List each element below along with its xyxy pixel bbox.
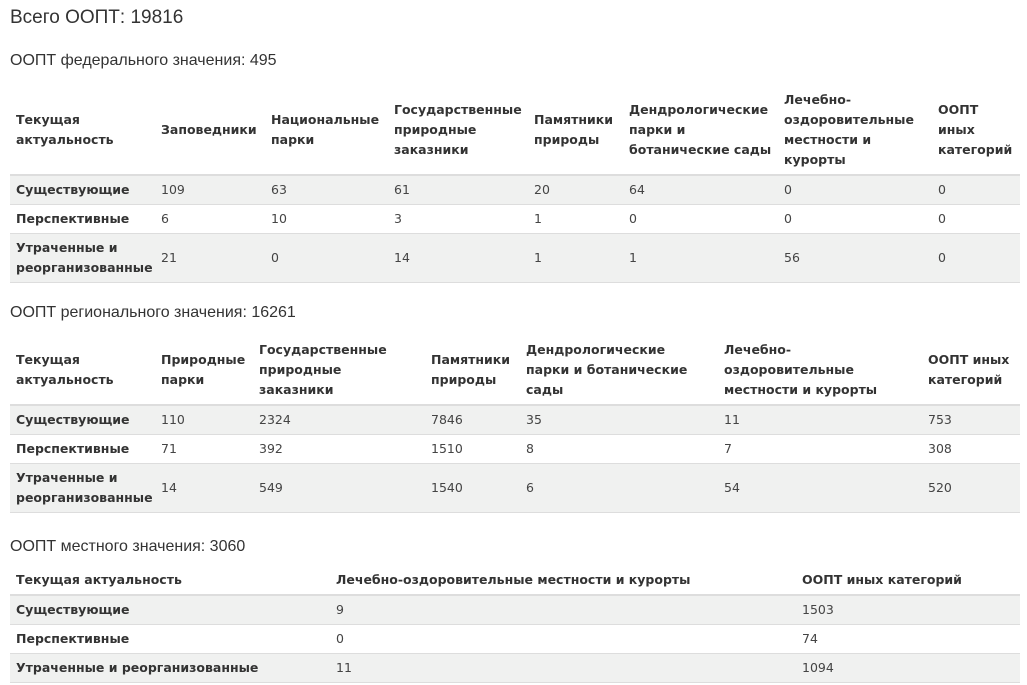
table-cell: 8	[520, 435, 718, 464]
federal-table	[10, 86, 1020, 283]
row-label: Утраченные и реорганизованные	[10, 464, 155, 513]
table-cell: 35	[520, 405, 718, 435]
column-header: Текущая актуальность	[10, 336, 155, 405]
table-cell: 1	[528, 234, 623, 283]
table-cell: 0	[778, 205, 932, 234]
table-cell: 71	[155, 435, 253, 464]
table-cell: 1510	[425, 435, 520, 464]
table-cell: 1	[528, 205, 623, 234]
table-cell: 14	[155, 464, 253, 513]
table-cell: 11	[718, 405, 922, 435]
row-label: Утраченные и реорганизованные	[10, 654, 330, 683]
column-header: Государственные природные заказники	[253, 336, 425, 405]
row-label: Перспективные	[10, 205, 155, 234]
table-cell: 2324	[253, 405, 425, 435]
column-header: Лечебно-оздоровительные местности и курорты	[718, 336, 922, 405]
column-header: Лечебно-оздоровительные местности и курорты	[330, 566, 796, 595]
table-cell: 0	[932, 234, 1020, 283]
table-cell: 110	[155, 405, 253, 435]
table-cell: 21	[155, 234, 265, 283]
column-header: Национальные парки	[265, 86, 388, 175]
column-header: Текущая актуальность	[10, 86, 155, 175]
row-label: Существующие	[10, 175, 155, 205]
column-header: ООПТ иных категорий	[796, 566, 1020, 595]
column-header: Памятники природы	[528, 86, 623, 175]
table-cell: 3	[388, 205, 528, 234]
table-cell: 1503	[796, 595, 1020, 625]
table-cell: 392	[253, 435, 425, 464]
local-heading: ООПТ местного значения: 3060	[10, 538, 246, 555]
table-cell: 520	[922, 464, 1020, 513]
column-header: Дендрологические парки и ботанические сады	[520, 336, 718, 405]
column-header: Дендрологические парки и ботанические сады	[623, 86, 778, 175]
table-cell: 6	[520, 464, 718, 513]
table-cell: 7846	[425, 405, 520, 435]
table-cell: 0	[623, 205, 778, 234]
table-cell: 109	[155, 175, 265, 205]
table-row	[10, 234, 1020, 283]
table-cell: 56	[778, 234, 932, 283]
table-cell: 61	[388, 175, 528, 205]
table-cell: 11	[330, 654, 796, 683]
table-cell: 0	[330, 625, 796, 654]
row-label: Перспективные	[10, 435, 155, 464]
regional-heading: ООПТ регионального значения: 16261	[10, 304, 296, 321]
row-label: Перспективные	[10, 625, 330, 654]
table-cell: 1540	[425, 464, 520, 513]
table-cell: 0	[265, 234, 388, 283]
table-row	[10, 435, 1020, 464]
table-row	[10, 405, 1020, 435]
total-heading: Всего ООПТ: 19816	[10, 7, 184, 28]
table-cell: 14	[388, 234, 528, 283]
table-cell: 549	[253, 464, 425, 513]
table-cell: 0	[778, 175, 932, 205]
table-cell: 753	[922, 405, 1020, 435]
column-header: Государственные природные заказники	[388, 86, 528, 175]
table-cell: 0	[932, 205, 1020, 234]
table-row	[10, 654, 1020, 683]
table-cell: 1	[623, 234, 778, 283]
table-cell: 74	[796, 625, 1020, 654]
table-cell: 7	[718, 435, 922, 464]
column-header: ООПТ иных категорий	[932, 86, 1020, 175]
column-header: Памятники природы	[425, 336, 520, 405]
table-row	[10, 595, 1020, 625]
column-header: Лечебно-оздоровительные местности и курорты	[778, 86, 932, 175]
table-cell: 308	[922, 435, 1020, 464]
table-cell: 10	[265, 205, 388, 234]
row-label: Существующие	[10, 405, 155, 435]
column-header: Текущая актуальность	[10, 566, 330, 595]
row-label: Утраченные и реорганизованные	[10, 234, 155, 283]
column-header: ООПТ иных категорий	[922, 336, 1020, 405]
table-cell: 0	[932, 175, 1020, 205]
table-cell: 20	[528, 175, 623, 205]
regional-table	[10, 336, 1020, 513]
row-label: Существующие	[10, 595, 330, 625]
table-row	[10, 625, 1020, 654]
table-cell: 6	[155, 205, 265, 234]
table-row	[10, 205, 1020, 234]
federal-heading: ООПТ федерального значения: 495	[10, 52, 277, 69]
table-cell: 9	[330, 595, 796, 625]
table-row	[10, 464, 1020, 513]
table-cell: 1094	[796, 654, 1020, 683]
column-header: Природные парки	[155, 336, 253, 405]
local-table	[10, 566, 1020, 683]
table-row	[10, 175, 1020, 205]
table-cell: 54	[718, 464, 922, 513]
column-header: Заповедники	[155, 86, 265, 175]
table-cell: 63	[265, 175, 388, 205]
table-cell: 64	[623, 175, 778, 205]
